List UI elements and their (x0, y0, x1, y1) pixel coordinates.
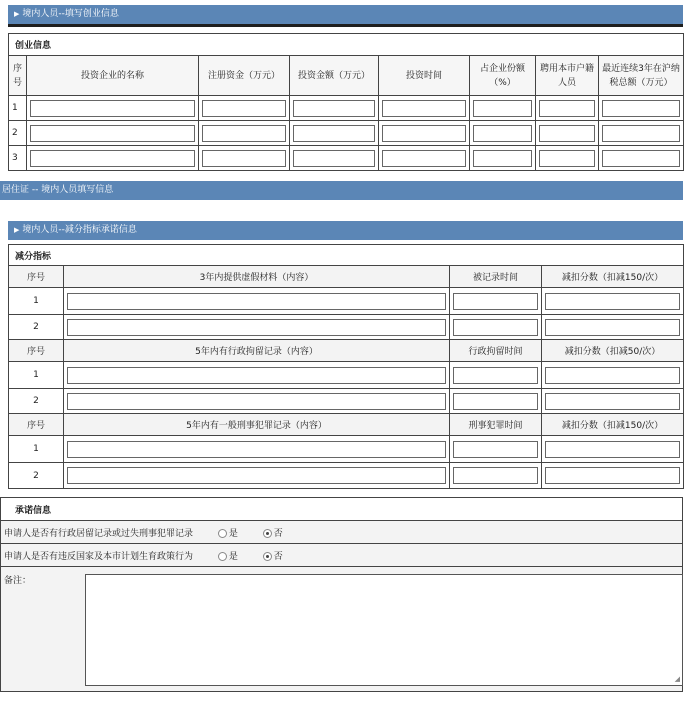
tax-input[interactable] (602, 100, 680, 117)
col-content: 3年内提供虚假材料（内容） (64, 266, 450, 288)
criminal-record-input[interactable] (67, 467, 446, 484)
detention-time-input[interactable] (453, 393, 538, 410)
col-seq: 序号 (9, 414, 64, 436)
remark-textarea[interactable] (85, 574, 683, 686)
hired-input[interactable] (539, 100, 595, 117)
col-amount: 投资金额（万元） (290, 56, 379, 96)
tax-input[interactable] (602, 125, 680, 142)
score-input[interactable] (545, 293, 680, 310)
detention-time-input[interactable] (453, 367, 538, 384)
q2-yes-option[interactable] (218, 549, 238, 562)
company-name-input[interactable] (30, 100, 195, 117)
col-content: 5年内有行政拘留记录（内容） (64, 340, 450, 362)
col-seq: 序号 (9, 56, 27, 96)
section-title: 境内人员--填写创业信息 (22, 9, 119, 19)
table-row (9, 362, 684, 389)
detention-input[interactable] (67, 367, 446, 384)
radio-icon[interactable] (218, 529, 227, 538)
yes-label: 是 (228, 528, 238, 539)
promise-row-1 (1, 521, 683, 544)
criminal-time-input[interactable] (453, 441, 538, 458)
false-material-input[interactable] (67, 319, 446, 336)
capital-input[interactable] (202, 150, 286, 167)
deduct-table (8, 244, 684, 489)
col-time: 投资时间 (379, 56, 470, 96)
col-tax: 最近连续3年在沪纳税总额（万元） (599, 56, 684, 96)
col-seq: 序号 (9, 340, 64, 362)
score-input[interactable] (545, 441, 680, 458)
criminal-record-input[interactable] (67, 441, 446, 458)
col-capital: 注册资金（万元） (199, 56, 290, 96)
hired-input[interactable] (539, 125, 595, 142)
col-score: 减扣分数（扣减150/次） (542, 266, 684, 288)
tax-input[interactable] (602, 150, 680, 167)
radio-icon[interactable] (218, 552, 227, 561)
col-time: 行政拘留时间 (450, 340, 542, 362)
col-seq: 序号 (9, 266, 64, 288)
criminal-time-input[interactable] (453, 467, 538, 484)
table-row (9, 288, 684, 315)
row-number: 1 (9, 288, 64, 315)
score-input[interactable] (545, 467, 680, 484)
residence-title: 居住证 -- 境内人员填写信息 (2, 185, 114, 195)
col-score: 减扣分数（扣减50/次） (542, 340, 684, 362)
detention-input[interactable] (67, 393, 446, 410)
residence-bar (0, 181, 683, 200)
capital-input[interactable] (202, 125, 286, 142)
hired-input[interactable] (539, 150, 595, 167)
triangle-right-icon: ▶ (14, 226, 20, 234)
startup-table (8, 33, 684, 171)
q2-no-option[interactable] (263, 549, 283, 562)
share-input[interactable] (473, 150, 532, 167)
table-row (9, 436, 684, 463)
invest-time-input[interactable] (382, 150, 466, 167)
invest-time-input[interactable] (382, 100, 466, 117)
promise-caption: 承诺信息 (1, 498, 683, 521)
record-time-input[interactable] (453, 319, 538, 336)
table-row (9, 463, 684, 489)
section-title: 境内人员--减分指标承诺信息 (22, 225, 137, 235)
row-number: 2 (9, 315, 64, 340)
company-name-input[interactable] (30, 150, 195, 167)
share-input[interactable] (473, 100, 532, 117)
col-company: 投资企业的名称 (27, 56, 199, 96)
row-number: 2 (9, 389, 64, 414)
table-row (9, 389, 684, 414)
yes-label: 是 (228, 551, 238, 562)
q1-yes-option[interactable] (218, 526, 238, 539)
table-row (9, 96, 684, 121)
false-material-input[interactable] (67, 293, 446, 310)
radio-selected-icon[interactable] (263, 529, 272, 538)
row-number: 2 (9, 463, 64, 489)
table-row (9, 121, 684, 146)
remark-label: 备注： (4, 576, 32, 586)
section-header-startup (8, 5, 683, 24)
col-score: 减扣分数（扣减150/次） (542, 414, 684, 436)
score-input[interactable] (545, 319, 680, 336)
table-row (9, 146, 684, 171)
no-label: 否 (273, 551, 283, 562)
col-share: 占企业份额（%） (470, 56, 536, 96)
q1-no-option[interactable] (263, 526, 283, 539)
no-label: 否 (273, 528, 283, 539)
record-time-input[interactable] (453, 293, 538, 310)
score-input[interactable] (545, 367, 680, 384)
row-number: 1 (9, 362, 64, 389)
divider (8, 24, 683, 27)
share-input[interactable] (473, 125, 532, 142)
col-time: 被记录时间 (450, 266, 542, 288)
row-number: 1 (9, 436, 64, 463)
row-number: 1 (9, 96, 27, 121)
col-time: 刑事犯罪时间 (450, 414, 542, 436)
col-content: 5年内有一般刑事犯罪记录（内容） (64, 414, 450, 436)
amount-input[interactable] (293, 125, 375, 142)
invest-time-input[interactable] (382, 125, 466, 142)
col-hired: 聘用本市户籍人员 (536, 56, 599, 96)
promise-row-2 (1, 544, 683, 567)
row-number: 2 (9, 121, 27, 146)
triangle-right-icon: ▶ (14, 10, 20, 18)
company-name-input[interactable] (30, 125, 195, 142)
table-row (9, 315, 684, 340)
row-number: 3 (9, 146, 27, 171)
q1-label: 申请人是否有行政居留记录或过失刑事犯罪记录 (4, 528, 194, 539)
radio-selected-icon[interactable] (263, 552, 272, 561)
deduct-caption: 减分指标 (9, 245, 684, 266)
amount-input[interactable] (293, 150, 375, 167)
startup-caption: 创业信息 (9, 34, 684, 56)
capital-input[interactable] (202, 100, 286, 117)
amount-input[interactable] (293, 100, 375, 117)
q2-label: 申请人是否有违反国家及本市计划生育政策行为 (4, 551, 194, 562)
resize-grip-icon[interactable]: ◢ (674, 675, 680, 683)
section-header-deduct (8, 221, 683, 240)
score-input[interactable] (545, 393, 680, 410)
